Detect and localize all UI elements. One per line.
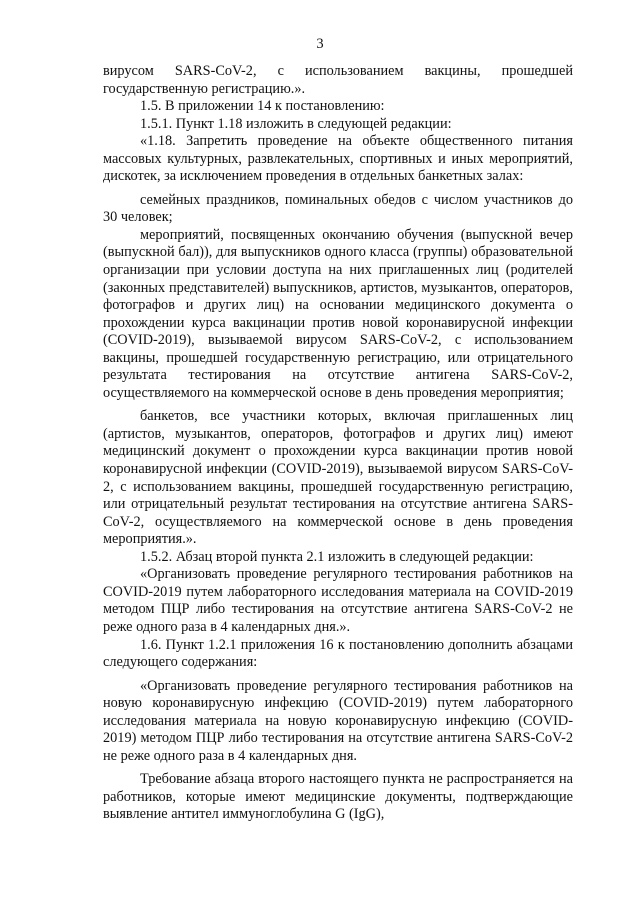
paragraph: Требование абзаца второго настоящего пункта не распространяется на работников, которые имеют медицинские документы, подтверждающие выявление антител иммуноглобулина G (IgG),	[103, 771, 573, 823]
paragraph: 1.5.1. Пункт 1.18 изложить в следующей редакции:	[140, 115, 452, 132]
page-number: 3	[316, 36, 324, 52]
paragraph: «1.18. Запретить проведение на объекте общественного питания массовых культурных, развлекательных, спортивных и иных мероприятий, дискотек, за исключением проведения в отдельных банкетных залах:	[103, 133, 573, 185]
document-body	[103, 63, 573, 824]
paragraph: 1.6. Пункт 1.2.1 приложения 16 к постановлению дополнить абзацами следующего содержания:	[103, 636, 573, 671]
paragraph: семейных праздников, поминальных обедов с числом участников до 30 человек;	[103, 191, 573, 226]
paragraph: 1.5.2. Абзац второй пункта 2.1 изложить в следующей редакции:	[140, 548, 534, 565]
paragraph: вирусом SARS-CoV-2, с использованием вакцины, прошедшей государственную регистрацию.».	[103, 63, 573, 97]
paragraph: банкетов, все участники которых, включая приглашенных лиц (артистов, музыкантов, операторов, фотографов и других лиц) имеют медицинский документ о прохождении курса вакцинации против новой коронавирусной инфекции (COVID-2019), вызываемой вирусом SARS-CoV-2, с использованием вакцины, прошедшей государственную регистрацию, или отрицательный результат тестирования на отсутствие антигена SARS-CoV-2, осуществляемого на коммерческой основе в день проведения мероприятия.».	[103, 408, 573, 548]
paragraph: 1.5. В приложении 14 к постановлению:	[140, 98, 385, 115]
paragraph: «Организовать проведение регулярного тестирования работников на новую коронавирусную инфекцию (COVID-2019) путем лабораторного исследования материала на новую коронавирусную инфекцию (COVID-2019) методом ПЦР либо тестирования на отсутствие антигена SARS-CoV-2 не реже одного раза в 4 календарных дня.	[103, 677, 573, 764]
paragraph: «Организовать проведение регулярного тестирования работников на COVID-2019 путем лабораторного исследования материала на COVID-2019 методом ПЦР либо тестирования на отсутствие антигена SARS-CoV-2 не реже одного раза в 4 календарных дня.».	[103, 566, 573, 635]
paragraph: мероприятий, посвященных окончанию обучения (выпускной вечер (выпускной бал)), для выпускников одного класса (группы) образовательной организации при условии доступа на них приглашенных лиц (родителей (законных представителей) выпускников, артистов, музыкантов, операторов, фотографов и других лиц) на основании медицинского документа о прохождении курса вакцинации против новой коронавирусной инфекции (COVID-2019), вызываемой вирусом SARS-CoV-2, с использованием вакцины, прошедшей государственную регистрацию, или отрицательного результата тестирования на отсутствие антигена SARS-CoV-2, осуществляемого на коммерческой основе в день проведения мероприятия;	[103, 226, 573, 401]
